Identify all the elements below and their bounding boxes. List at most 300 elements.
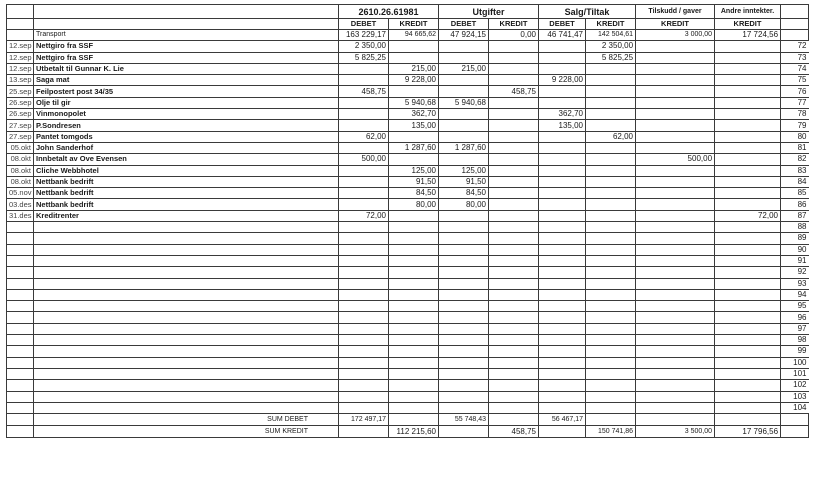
cell-andre-kredit: [715, 86, 781, 97]
salg-tiltak-header: Salg/Tiltak: [539, 5, 636, 19]
cell-acc-debet: [339, 176, 389, 187]
cell-utg-debet: 91,50: [439, 176, 489, 187]
cell-salg-debet: [539, 199, 586, 210]
cell-acc-kredit: [389, 289, 439, 300]
cell-acc-kredit: 94 665,62: [389, 30, 439, 41]
header-blank: [34, 5, 339, 19]
cell-salg-kredit: [586, 255, 636, 266]
cell-utg-kredit: [489, 41, 539, 52]
cell-salg-debet: 9 228,00: [539, 75, 586, 86]
sum-debet-row: [7, 414, 809, 426]
ledger-table: [6, 4, 809, 438]
cell-acc-debet: [339, 165, 389, 176]
cell-salg-debet: [539, 301, 586, 312]
cell-salg-debet: [539, 391, 586, 402]
cell-acc-debet: [339, 278, 389, 289]
cell-acc-kredit: 362,70: [389, 109, 439, 120]
line-number: 95: [781, 301, 809, 312]
cell-utg-debet: [439, 346, 489, 357]
cell-tilskudd-kredit: [636, 312, 715, 323]
cell-utg-debet: [439, 131, 489, 142]
cell-salg-kredit: [586, 368, 636, 379]
cell-andre-kredit: [715, 154, 781, 165]
cell-utg-kredit: 0,00: [489, 30, 539, 41]
header-blank: [7, 5, 34, 19]
cell-blank: [339, 426, 389, 438]
cell-tilskudd-kredit: [636, 52, 715, 63]
table-row: [7, 188, 809, 199]
cell-acc-kredit: 215,00: [389, 63, 439, 74]
table-row: [7, 199, 809, 210]
cell-andre-kredit: [715, 75, 781, 86]
cell-acc-debet: [339, 222, 389, 233]
cell-salg-debet: [539, 86, 586, 97]
line-number: 82: [781, 154, 809, 165]
cell-blank: [34, 255, 339, 266]
cell-blank: [34, 289, 339, 300]
utgifter-header: Utgifter: [439, 5, 539, 19]
table-row: [7, 210, 809, 221]
table-row: [7, 346, 809, 357]
cell-salg-kredit: [586, 380, 636, 391]
cell-salg-kredit: [586, 176, 636, 187]
cell-andre-kredit: [715, 63, 781, 74]
cell-andre-kredit: [715, 244, 781, 255]
cell-acc-debet: [339, 109, 389, 120]
cell-utg-debet: 5 940,68: [439, 97, 489, 108]
sum-kredit-row: [7, 426, 809, 438]
cell-blank: [34, 357, 339, 368]
cell-tilskudd-kredit: 3 000,00: [636, 30, 715, 41]
cell-andre-kredit: [715, 346, 781, 357]
row-date: 03.des: [7, 199, 34, 210]
col-header-kredit: KREDIT: [715, 19, 781, 30]
line-number: 98: [781, 335, 809, 346]
cell-acc-kredit: [389, 244, 439, 255]
line-number: 83: [781, 165, 809, 176]
cell-utg-kredit: [489, 380, 539, 391]
cell-salg-kredit: [586, 199, 636, 210]
row-description: Saga mat: [34, 75, 339, 86]
cell-acc-kredit: 5 940,68: [389, 97, 439, 108]
line-number: 90: [781, 244, 809, 255]
cell-blank: [34, 323, 339, 334]
cell-salg-debet: [539, 63, 586, 74]
cell-tilskudd-kredit: [636, 222, 715, 233]
cell-acc-kredit: [389, 380, 439, 391]
cell-acc-kredit: [389, 210, 439, 221]
cell-utg-kredit: [489, 210, 539, 221]
cell-acc-kredit: 80,00: [389, 199, 439, 210]
cell-salg-kredit: [586, 391, 636, 402]
cell-utg-kredit: [489, 312, 539, 323]
col-header-debet: DEBET: [539, 19, 586, 30]
cell-blank: [34, 244, 339, 255]
cell-acc-kredit: [389, 52, 439, 63]
cell-salg-debet: [539, 368, 586, 379]
cell-blank: [586, 414, 636, 426]
sum-acc-kredit: 112 215,60: [389, 426, 439, 438]
cell-blank: [34, 335, 339, 346]
sum-utg-debet: 55 748,43: [439, 414, 489, 426]
table-row: [7, 131, 809, 142]
cell-andre-kredit: [715, 188, 781, 199]
table-row: [7, 165, 809, 176]
cell-blank: [34, 301, 339, 312]
cell-tilskudd-kredit: [636, 97, 715, 108]
cell-utg-kredit: [489, 188, 539, 199]
cell-utg-kredit: [489, 109, 539, 120]
cell-tilskudd-kredit: [636, 255, 715, 266]
cell-acc-kredit: [389, 154, 439, 165]
cell-blank: [7, 255, 34, 266]
row-description: Feilpostert post 34/35: [34, 86, 339, 97]
cell-acc-kredit: 91,50: [389, 176, 439, 187]
cell-utg-debet: [439, 391, 489, 402]
line-number: 74: [781, 63, 809, 74]
table-row: [7, 222, 809, 233]
row-description: Utbetalt til Gunnar K. Lie: [34, 63, 339, 74]
cell-blank: [7, 346, 34, 357]
line-number: 81: [781, 142, 809, 153]
cell-utg-debet: 47 924,15: [439, 30, 489, 41]
header-blank: [781, 19, 809, 30]
cell-tilskudd-kredit: [636, 188, 715, 199]
cell-utg-debet: [439, 109, 489, 120]
cell-salg-kredit: [586, 357, 636, 368]
cell-andre-kredit: [715, 312, 781, 323]
cell-blank: [7, 30, 34, 41]
row-date: 05.nov: [7, 188, 34, 199]
table-row: [7, 278, 809, 289]
cell-acc-kredit: [389, 312, 439, 323]
cell-acc-kredit: [389, 402, 439, 413]
line-number: 84: [781, 176, 809, 187]
cell-utg-debet: [439, 289, 489, 300]
cell-tilskudd-kredit: 500,00: [636, 154, 715, 165]
line-number: 73: [781, 52, 809, 63]
cell-utg-debet: [439, 380, 489, 391]
cell-utg-kredit: [489, 176, 539, 187]
table-row: [7, 97, 809, 108]
cell-acc-kredit: [389, 323, 439, 334]
cell-salg-kredit: [586, 63, 636, 74]
table-row: [7, 312, 809, 323]
line-number: 103: [781, 391, 809, 402]
cell-utg-debet: [439, 244, 489, 255]
sum-kredit-label: SUM KREDIT: [34, 426, 339, 438]
cell-tilskudd-kredit: [636, 210, 715, 221]
cell-andre-kredit: [715, 41, 781, 52]
cell-salg-debet: 46 741,47: [539, 30, 586, 41]
cell-andre-kredit: [715, 368, 781, 379]
col-header-kredit: KREDIT: [636, 19, 715, 30]
cell-salg-kredit: [586, 142, 636, 153]
row-date: 27.sep: [7, 131, 34, 142]
cell-andre-kredit: [715, 120, 781, 131]
cell-andre-kredit: 72,00: [715, 210, 781, 221]
cell-acc-debet: [339, 346, 389, 357]
line-number: 104: [781, 402, 809, 413]
line-number: 96: [781, 312, 809, 323]
cell-tilskudd-kredit: [636, 233, 715, 244]
cell-acc-debet: [339, 289, 389, 300]
cell-tilskudd-kredit: [636, 402, 715, 413]
cell-utg-kredit: [489, 391, 539, 402]
row-description: Innbetalt av Ove Evensen: [34, 154, 339, 165]
cell-salg-kredit: [586, 154, 636, 165]
cell-utg-debet: [439, 301, 489, 312]
line-number: 100: [781, 357, 809, 368]
cell-salg-kredit: [586, 335, 636, 346]
table-row: [7, 289, 809, 300]
cell-salg-kredit: [586, 120, 636, 131]
cell-utg-kredit: [489, 255, 539, 266]
cell-acc-debet: 500,00: [339, 154, 389, 165]
transport-row: [7, 30, 809, 41]
cell-acc-debet: [339, 323, 389, 334]
cell-tilskudd-kredit: [636, 176, 715, 187]
cell-salg-debet: [539, 346, 586, 357]
cell-utg-debet: 1 287,60: [439, 142, 489, 153]
cell-salg-debet: [539, 222, 586, 233]
cell-tilskudd-kredit: [636, 346, 715, 357]
table-row: [7, 63, 809, 74]
cell-acc-debet: [339, 120, 389, 131]
sum-andre-kredit: 17 796,56: [715, 426, 781, 438]
cell-utg-debet: [439, 75, 489, 86]
cell-tilskudd-kredit: [636, 41, 715, 52]
cell-tilskudd-kredit: [636, 357, 715, 368]
table-row: [7, 109, 809, 120]
cell-andre-kredit: [715, 199, 781, 210]
cell-tilskudd-kredit: [636, 165, 715, 176]
table-row: [7, 75, 809, 86]
cell-andre-kredit: [715, 357, 781, 368]
cell-salg-debet: [539, 142, 586, 153]
cell-tilskudd-kredit: [636, 267, 715, 278]
cell-acc-debet: [339, 244, 389, 255]
cell-acc-debet: 458,75: [339, 86, 389, 97]
cell-tilskudd-kredit: [636, 63, 715, 74]
table-row: [7, 86, 809, 97]
cell-blank: [34, 312, 339, 323]
cell-utg-kredit: [489, 289, 539, 300]
cell-andre-kredit: [715, 380, 781, 391]
cell-salg-debet: [539, 267, 586, 278]
cell-blank: [489, 414, 539, 426]
cell-acc-debet: [339, 335, 389, 346]
cell-blank: [34, 380, 339, 391]
cell-salg-kredit: [586, 267, 636, 278]
cell-salg-kredit: [586, 210, 636, 221]
cell-salg-debet: [539, 210, 586, 221]
row-date: 08.okt: [7, 165, 34, 176]
table-row: [7, 154, 809, 165]
row-description: Nettbank bedrift: [34, 188, 339, 199]
cell-salg-debet: [539, 312, 586, 323]
line-number: 89: [781, 233, 809, 244]
cell-acc-kredit: [389, 41, 439, 52]
cell-salg-kredit: [586, 301, 636, 312]
cell-blank: [7, 380, 34, 391]
cell-salg-kredit: [586, 402, 636, 413]
row-description: Nettbank bedrift: [34, 176, 339, 187]
cell-acc-debet: [339, 63, 389, 74]
table-row: [7, 380, 809, 391]
cell-acc-kredit: 84,50: [389, 188, 439, 199]
cell-andre-kredit: [715, 402, 781, 413]
cell-andre-kredit: [715, 142, 781, 153]
line-number: 93: [781, 278, 809, 289]
row-description: Nettgiro fra SSF: [34, 41, 339, 52]
sum-utg-kredit: 458,75: [489, 426, 539, 438]
cell-acc-kredit: [389, 368, 439, 379]
row-description: Nettgiro fra SSF: [34, 52, 339, 63]
cell-acc-kredit: 125,00: [389, 165, 439, 176]
cell-utg-debet: 84,50: [439, 188, 489, 199]
line-number: 76: [781, 86, 809, 97]
cell-acc-kredit: [389, 255, 439, 266]
cell-acc-kredit: 135,00: [389, 120, 439, 131]
cell-salg-kredit: [586, 165, 636, 176]
cell-utg-debet: [439, 255, 489, 266]
cell-salg-debet: [539, 380, 586, 391]
cell-andre-kredit: [715, 323, 781, 334]
cell-andre-kredit: [715, 233, 781, 244]
cell-andre-kredit: [715, 335, 781, 346]
cell-salg-kredit: [586, 188, 636, 199]
table-row: [7, 323, 809, 334]
sum-debet-label: SUM DEBET: [34, 414, 339, 426]
line-number: 72: [781, 41, 809, 52]
row-date: 26.sep: [7, 109, 34, 120]
cell-tilskudd-kredit: [636, 391, 715, 402]
cell-salg-kredit: 62,00: [586, 131, 636, 142]
cell-acc-kredit: 9 228,00: [389, 75, 439, 86]
andre-inntekter-header: Andre inntekter.: [715, 5, 781, 19]
line-number: 86: [781, 199, 809, 210]
cell-blank: [7, 323, 34, 334]
row-date: 13.sep: [7, 75, 34, 86]
line-number: 75: [781, 75, 809, 86]
cell-salg-debet: [539, 335, 586, 346]
cell-blank: [7, 301, 34, 312]
cell-tilskudd-kredit: [636, 109, 715, 120]
cell-utg-kredit: [489, 52, 539, 63]
cell-blank: [715, 414, 781, 426]
cell-utg-kredit: [489, 142, 539, 153]
cell-salg-debet: [539, 131, 586, 142]
cell-tilskudd-kredit: [636, 86, 715, 97]
row-description: P.Sondresen: [34, 120, 339, 131]
cell-utg-debet: [439, 357, 489, 368]
header-blank: [781, 5, 809, 19]
cell-tilskudd-kredit: [636, 142, 715, 153]
cell-andre-kredit: [715, 176, 781, 187]
cell-acc-debet: [339, 188, 389, 199]
cell-salg-debet: [539, 289, 586, 300]
cell-salg-kredit: [586, 244, 636, 255]
cell-utg-kredit: [489, 222, 539, 233]
row-date: 05.okt: [7, 142, 34, 153]
cell-andre-kredit: [715, 391, 781, 402]
cell-salg-kredit: [586, 97, 636, 108]
cell-tilskudd-kredit: [636, 335, 715, 346]
cell-acc-debet: [339, 233, 389, 244]
cell-utg-debet: 215,00: [439, 63, 489, 74]
cell-salg-kredit: 2 350,00: [586, 41, 636, 52]
cell-salg-kredit: [586, 323, 636, 334]
cell-salg-debet: [539, 402, 586, 413]
cell-utg-kredit: [489, 346, 539, 357]
row-date: 08.okt: [7, 154, 34, 165]
cell-salg-kredit: 5 825,25: [586, 52, 636, 63]
row-date: 27.sep: [7, 120, 34, 131]
cell-salg-debet: [539, 154, 586, 165]
line-number: 94: [781, 289, 809, 300]
cell-salg-debet: [539, 176, 586, 187]
cell-utg-kredit: [489, 131, 539, 142]
cell-utg-kredit: [489, 165, 539, 176]
cell-utg-debet: [439, 86, 489, 97]
cell-salg-kredit: [586, 312, 636, 323]
cell-andre-kredit: [715, 97, 781, 108]
cell-andre-kredit: [715, 222, 781, 233]
line-number: 99: [781, 346, 809, 357]
table-row: [7, 267, 809, 278]
cell-utg-debet: [439, 402, 489, 413]
cell-utg-debet: [439, 222, 489, 233]
cell-salg-debet: [539, 188, 586, 199]
sum-tilskudd-kredit: 3 500,00: [636, 426, 715, 438]
cell-blank: [7, 402, 34, 413]
row-date: 08.okt: [7, 176, 34, 187]
cell-blank: [34, 222, 339, 233]
col-header-debet: DEBET: [339, 19, 389, 30]
cell-salg-debet: [539, 357, 586, 368]
line-number: 79: [781, 120, 809, 131]
cell-acc-kredit: [389, 86, 439, 97]
cell-tilskudd-kredit: [636, 323, 715, 334]
header-row-columns: [7, 19, 809, 30]
line-number: 97: [781, 323, 809, 334]
cell-salg-kredit: [586, 109, 636, 120]
cell-acc-kredit: [389, 335, 439, 346]
row-description: Kreditrenter: [34, 210, 339, 221]
cell-acc-debet: 163 229,17: [339, 30, 389, 41]
cell-acc-debet: 5 825,25: [339, 52, 389, 63]
table-row: [7, 391, 809, 402]
row-date: 26.sep: [7, 97, 34, 108]
cell-acc-debet: [339, 199, 389, 210]
cell-tilskudd-kredit: [636, 199, 715, 210]
line-number: 80: [781, 131, 809, 142]
cell-utg-debet: [439, 312, 489, 323]
cell-utg-debet: [439, 41, 489, 52]
cell-blank: [781, 30, 809, 41]
cell-acc-debet: [339, 75, 389, 86]
cell-utg-kredit: [489, 244, 539, 255]
cell-utg-debet: [439, 154, 489, 165]
cell-utg-kredit: [489, 97, 539, 108]
cell-salg-debet: [539, 97, 586, 108]
cell-utg-debet: [439, 267, 489, 278]
row-description: Cliche Webbhotel: [34, 165, 339, 176]
cell-blank: [34, 267, 339, 278]
cell-utg-kredit: [489, 267, 539, 278]
cell-utg-kredit: [489, 278, 539, 289]
